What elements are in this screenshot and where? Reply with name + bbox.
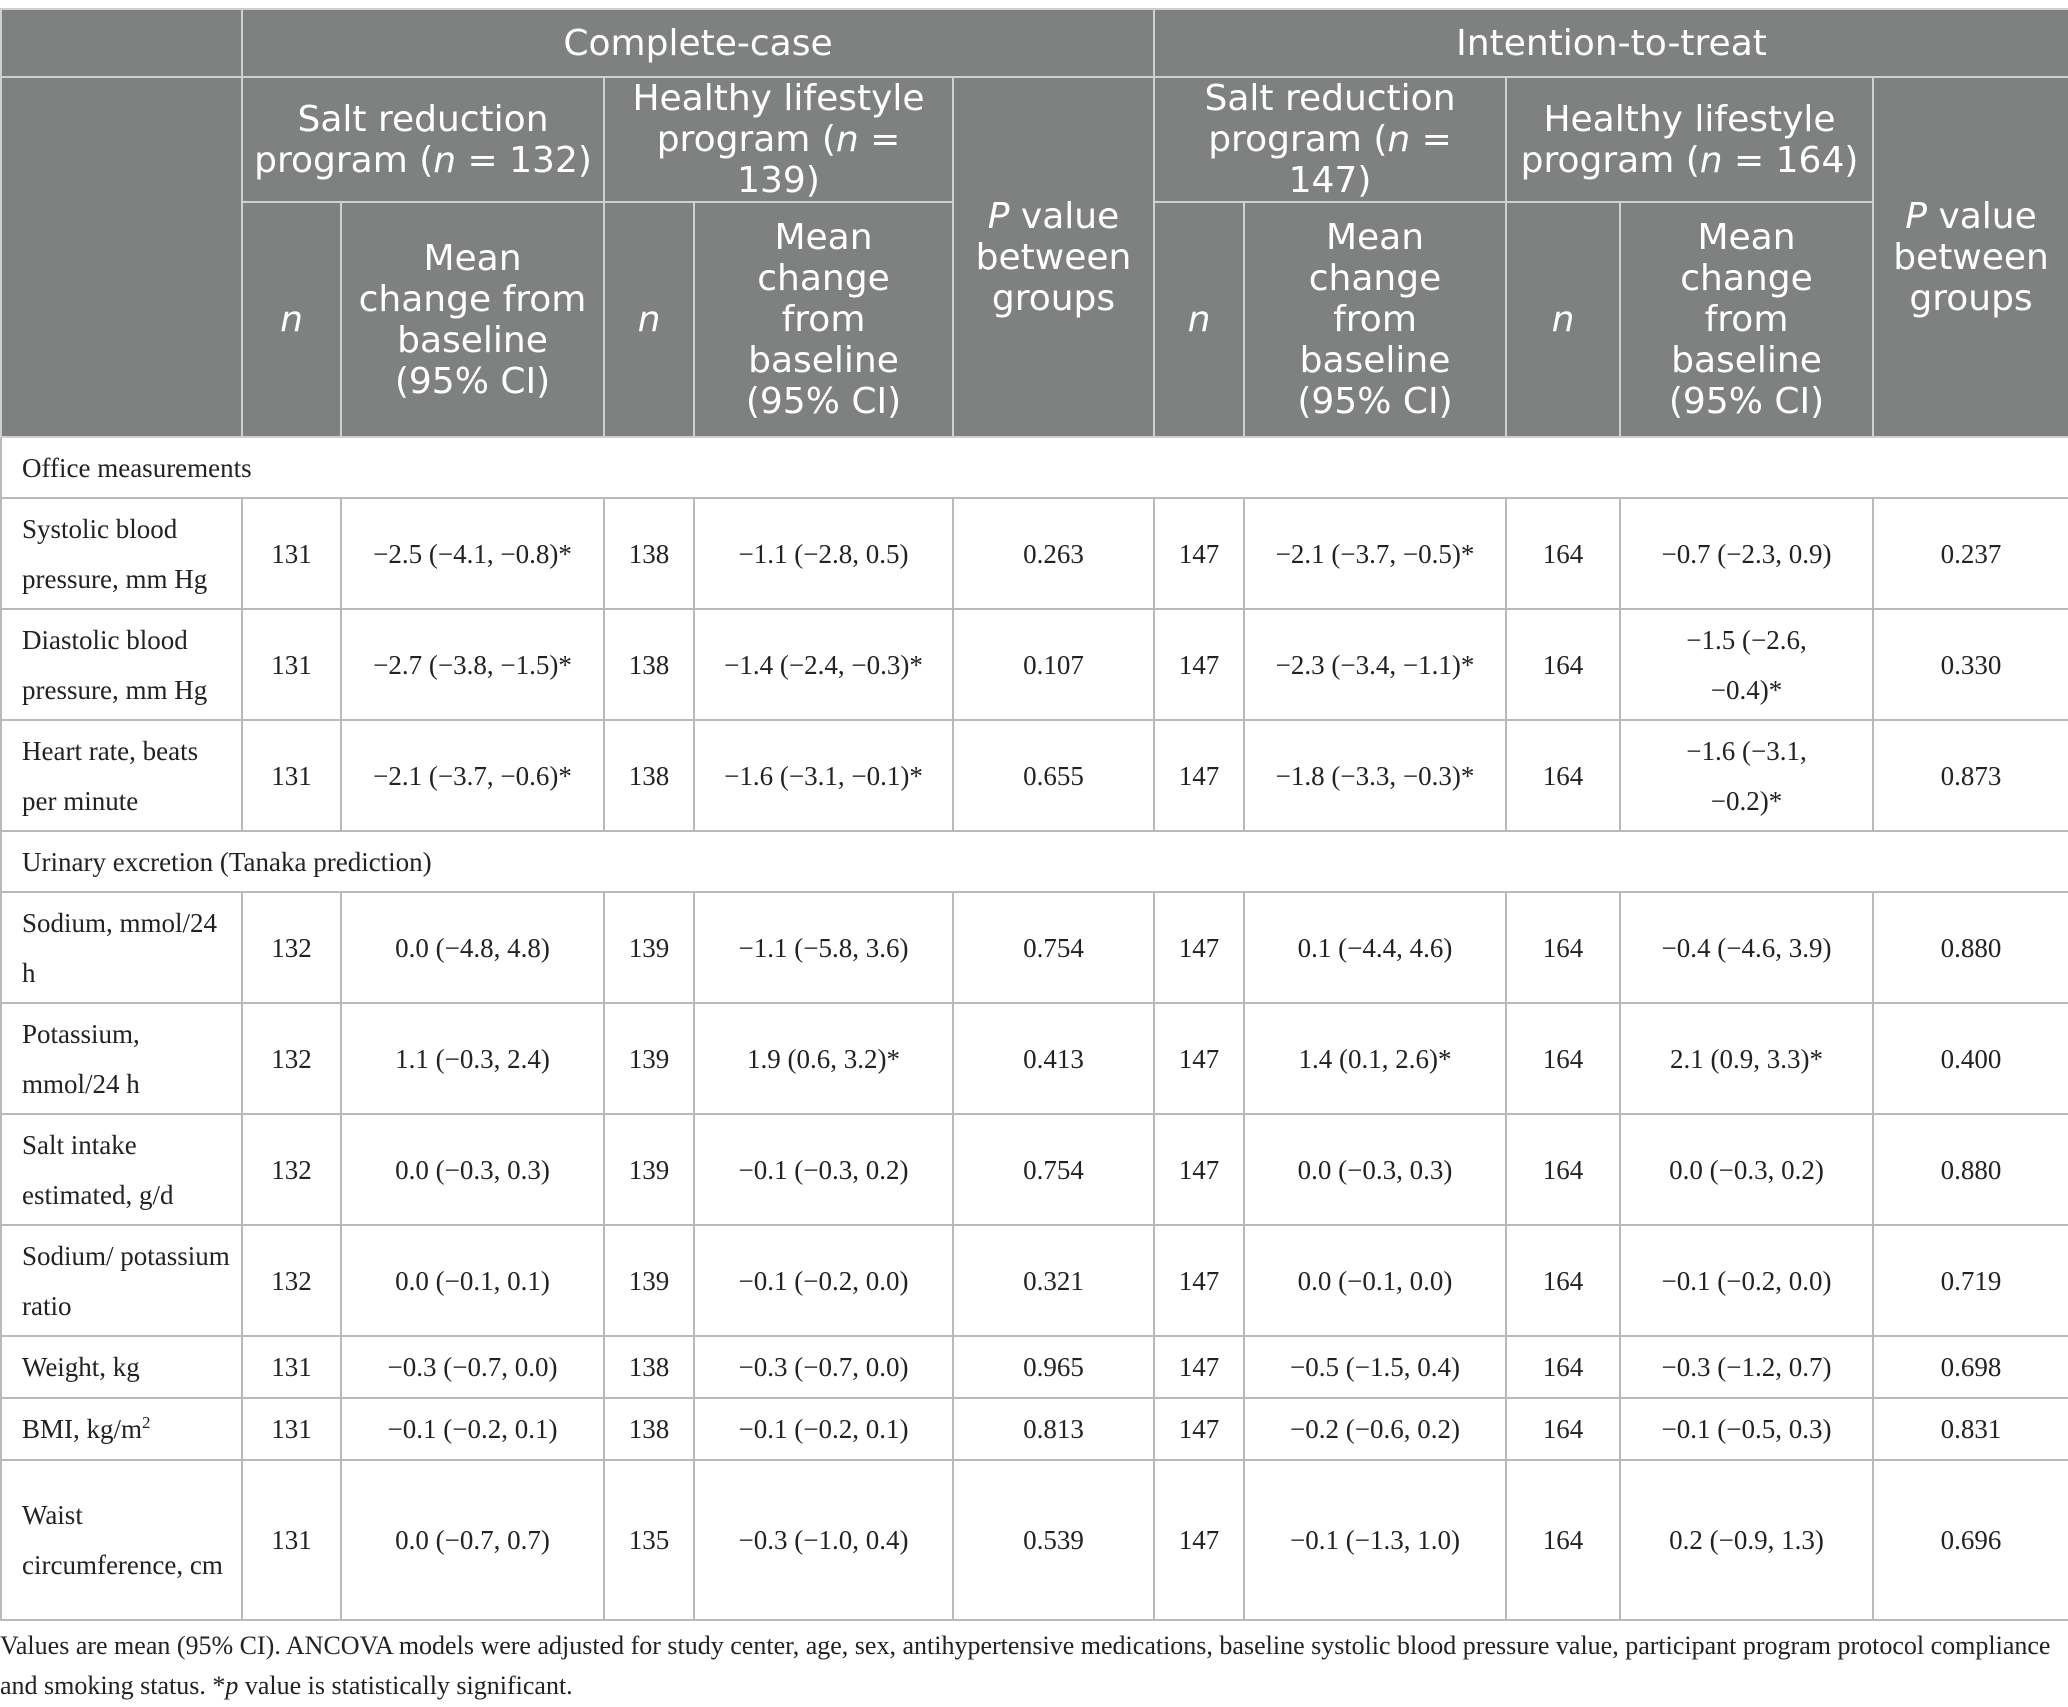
n-letter: n [1699,139,1723,181]
mean-change-column-header: Mean change from baseline (95% CI) [341,202,604,437]
mean-change-cell: −1.4 (−2.4, −0.3)* [694,609,953,720]
mean-change-cell: 0.0 (−0.3, 0.3) [341,1114,604,1225]
n-column-header: n [1154,202,1244,437]
n-cell: 139 [604,1114,694,1225]
p-value-cell: 0.400 [1873,1003,2068,1114]
n-cell: 164 [1506,892,1620,1003]
header-label-cell [1,77,242,437]
mean-change-cell: −0.4 (−4.6, 3.9) [1620,892,1873,1003]
n-cell: 147 [1154,498,1244,609]
section-row [1,831,2068,892]
n-cell: 139 [604,1003,694,1114]
mean-change-column-header: Mean change from baseline (95% CI) [694,202,953,437]
p-value-cell: 0.813 [953,1398,1154,1460]
row-label: Heart rate, beats per minute [1,720,242,831]
row-label: Sodium/ potassium ratio [1,1225,242,1336]
n-cell: 131 [242,609,341,720]
n-cell: 147 [1154,1225,1244,1336]
n-cell: 138 [604,498,694,609]
n-cell: 147 [1154,892,1244,1003]
mean-change-cell: −0.3 (−1.0, 0.4) [694,1460,953,1620]
mean-change-cell: −0.1 (−0.2, 0.1) [694,1398,953,1460]
group-size: = 139) [737,119,901,201]
p-value-cell: 0.330 [1873,609,2068,720]
n-cell: 131 [242,1336,341,1398]
row-label: Weight, kg [1,1336,242,1398]
header-row-programs [1,77,2068,202]
n-cell: 138 [604,1336,694,1398]
table-row [1,1225,2068,1336]
footnote-tail: value is statistically significant. [238,1671,573,1700]
mean-change-cell: −0.5 (−1.5, 0.4) [1244,1336,1506,1398]
mean-change-cell: −0.1 (−0.2, 0.1) [341,1398,604,1460]
n-cell: 164 [1506,1398,1620,1460]
row-label: Diastolic blood pressure, mm Hg [1,609,242,720]
mean-change-cell: −1.1 (−2.8, 0.5) [694,498,953,609]
n-cell: 131 [242,1398,341,1460]
table-row [1,498,2068,609]
p-value-cell: 0.880 [1873,1114,2068,1225]
n-cell: 147 [1154,1398,1244,1460]
p-value-cell: 0.263 [953,498,1154,609]
mean-change-cell: −0.1 (−1.3, 1.0) [1244,1460,1506,1620]
itt-salt-program-header [1154,77,1506,202]
mean-change-cell: −1.1 (−5.8, 3.6) [694,892,953,1003]
mean-change-cell: −2.5 (−4.1, −0.8)* [341,498,604,609]
section-office-label: Office measurements [1,437,2068,498]
mean-change-cell: −1.8 (−3.3, −0.3)* [1244,720,1506,831]
program-label: Healthy lifestyle program ( [632,78,925,160]
table-row [1,1398,2068,1460]
n-letter: n [433,139,457,181]
section-urinary-label: Urinary excretion (Tanaka prediction) [1,831,2068,892]
n-cell: 135 [604,1460,694,1620]
mean-change-cell: 0.0 (−4.8, 4.8) [341,892,604,1003]
table-row [1,720,2068,831]
group-size: = 164) [1722,139,1859,181]
mean-change-cell: 0.0 (−0.1, 0.0) [1244,1225,1506,1336]
n-column-header: n [604,202,694,437]
n-column-header: n [242,202,341,437]
row-label: Systolic blood pressure, mm Hg [1,498,242,609]
n-cell: 147 [1154,1460,1244,1620]
n-cell: 147 [1154,1114,1244,1225]
n-cell: 164 [1506,1225,1620,1336]
mean-change-cell: 1.9 (0.6, 3.2)* [694,1003,953,1114]
mean-change-cell: 0.2 (−0.9, 1.3) [1620,1460,1873,1620]
program-label: Salt reduction program ( [254,98,549,181]
mean-change-cell: −0.1 (−0.2, 0.0) [694,1225,953,1336]
mean-change-cell: −1.6 (−3.1, −0.2)* [1620,720,1873,831]
mean-change-column-header: Mean change from baseline (95% CI) [1620,202,1873,437]
n-cell: 132 [242,892,341,1003]
header-row-groups [1,9,2068,77]
mean-change-cell: −2.7 (−3.8, −1.5)* [341,609,604,720]
n-cell: 147 [1154,720,1244,831]
n-cell: 164 [1506,609,1620,720]
n-cell: 147 [1154,1003,1244,1114]
mean-change-cell: 2.1 (0.9, 3.3)* [1620,1003,1873,1114]
footnote-p-letter: p [225,1671,239,1700]
p-value-cell: 0.237 [1873,498,2068,609]
p-value-cell: 0.880 [1873,892,2068,1003]
n-cell: 139 [604,892,694,1003]
n-cell: 147 [1154,609,1244,720]
p-letter: P [1905,195,1927,237]
section-row [1,437,2068,498]
header-blank-cell [1,9,242,77]
p-value-cell: 0.873 [1873,720,2068,831]
mean-change-cell: −0.2 (−0.6, 0.2) [1244,1398,1506,1460]
complete-case-header: Complete-case [242,9,1154,77]
n-cell: 164 [1506,1460,1620,1620]
mean-change-cell: 0.0 (−0.3, 0.3) [1244,1114,1506,1225]
n-cell: 139 [604,1225,694,1336]
cc-healthy-program-header [604,77,953,202]
cc-salt-program-header [242,77,604,202]
p-value-cell: 0.655 [953,720,1154,831]
p-value-cell: 0.321 [953,1225,1154,1336]
superscript: 2 [142,1413,151,1432]
results-table [0,8,2068,1621]
n-cell: 138 [604,609,694,720]
p-value-cell: 0.698 [1873,1336,2068,1398]
mean-change-cell: 0.0 (−0.7, 0.7) [341,1460,604,1620]
mean-change-cell: 0.1 (−4.4, 4.6) [1244,892,1506,1003]
p-label: value between groups [1893,195,2049,319]
p-value-cell: 0.754 [953,1114,1154,1225]
n-cell: 147 [1154,1336,1244,1398]
row-label: BMI, $kg/m^2$ [1,1398,242,1460]
n-cell: 164 [1506,1114,1620,1225]
program-label: Salt reduction program ( [1204,78,1456,160]
intention-to-treat-header: Intention-to-treat [1154,9,2068,77]
mean-change-cell: −0.1 (−0.2, 0.0) [1620,1225,1873,1336]
p-value-cell: 0.965 [953,1336,1154,1398]
table-row [1,1336,2068,1398]
p-value-cell: 0.107 [953,609,1154,720]
n-cell: 132 [242,1225,341,1336]
program-label: Healthy lifestyle program ( [1520,98,1836,181]
n-cell: 138 [604,720,694,831]
n-cell: 132 [242,1114,341,1225]
n-cell: 131 [242,720,341,831]
mean-change-cell: −0.1 (−0.3, 0.2) [694,1114,953,1225]
p-value-cell: 0.754 [953,892,1154,1003]
n-cell: 138 [604,1398,694,1460]
mean-change-cell: −0.3 (−1.2, 0.7) [1620,1336,1873,1398]
row-label: Salt intake estimated, g/d [1,1114,242,1225]
n-cell: 164 [1506,720,1620,831]
mean-change-cell: −2.3 (−3.4, −1.1)* [1244,609,1506,720]
p-value-cell: 0.413 [953,1003,1154,1114]
row-label: Waist circumference, cm [1,1460,242,1620]
cc-p-value-header [953,77,1154,437]
table-row [1,1460,2068,1620]
mean-change-cell: −2.1 (−3.7, −0.6)* [341,720,604,831]
table-row [1,892,2068,1003]
mean-change-cell: −0.7 (−2.3, 0.9) [1620,498,1873,609]
group-size: = 132) [456,139,592,181]
mean-change-cell: −0.1 (−0.5, 0.3) [1620,1398,1873,1460]
mean-change-cell: −0.3 (−0.7, 0.0) [341,1336,604,1398]
table-row [1,1114,2068,1225]
n-cell: 131 [242,1460,341,1620]
n-cell: 131 [242,498,341,609]
mean-change-cell: 1.1 (−0.3, 2.4) [341,1003,604,1114]
row-label: Potassium, mmol/24 h [1,1003,242,1114]
p-value-cell: 0.696 [1873,1460,2068,1620]
row-label: Sodium, mmol/24 h [1,892,242,1003]
mean-change-cell: 0.0 (−0.1, 0.1) [341,1225,604,1336]
mean-change-cell: −0.3 (−0.7, 0.0) [694,1336,953,1398]
table-footnote [0,1626,2060,1706]
mean-change-cell: −1.5 (−2.6, −0.4)* [1620,609,1873,720]
itt-p-value-header [1873,77,2068,437]
n-cell: 164 [1506,1336,1620,1398]
mean-change-cell: −1.6 (−3.1, −0.1)* [694,720,953,831]
group-size: = 147) [1288,119,1452,201]
itt-healthy-program-header [1506,77,1873,202]
p-value-cell: 0.719 [1873,1225,2068,1336]
n-column-header: n [1506,202,1620,437]
p-label: value between groups [975,195,1132,319]
table-row [1,1003,2068,1114]
mean-change-cell: −2.1 (−3.7, −0.5)* [1244,498,1506,609]
p-value-cell: 0.831 [1873,1398,2068,1460]
table-row [1,609,2068,720]
n-cell: 164 [1506,498,1620,609]
mean-change-column-header: Mean change from baseline (95% CI) [1244,202,1506,437]
n-letter: n [835,119,859,160]
n-letter: n [1387,119,1411,160]
p-value-cell: 0.539 [953,1460,1154,1620]
mean-change-cell: 0.0 (−0.3, 0.2) [1620,1114,1873,1225]
p-letter: P [987,195,1010,237]
mean-change-cell: 1.4 (0.1, 2.6)* [1244,1003,1506,1114]
footnote-text: Values are mean (95% CI). ANCOVA models were adjusted for study center, age, sex, antihypertensive medications, baseline systolic blood pressure value, participant program protocol compliance and smoking status. * [0,1631,2051,1700]
n-cell: 164 [1506,1003,1620,1114]
n-cell: 132 [242,1003,341,1114]
